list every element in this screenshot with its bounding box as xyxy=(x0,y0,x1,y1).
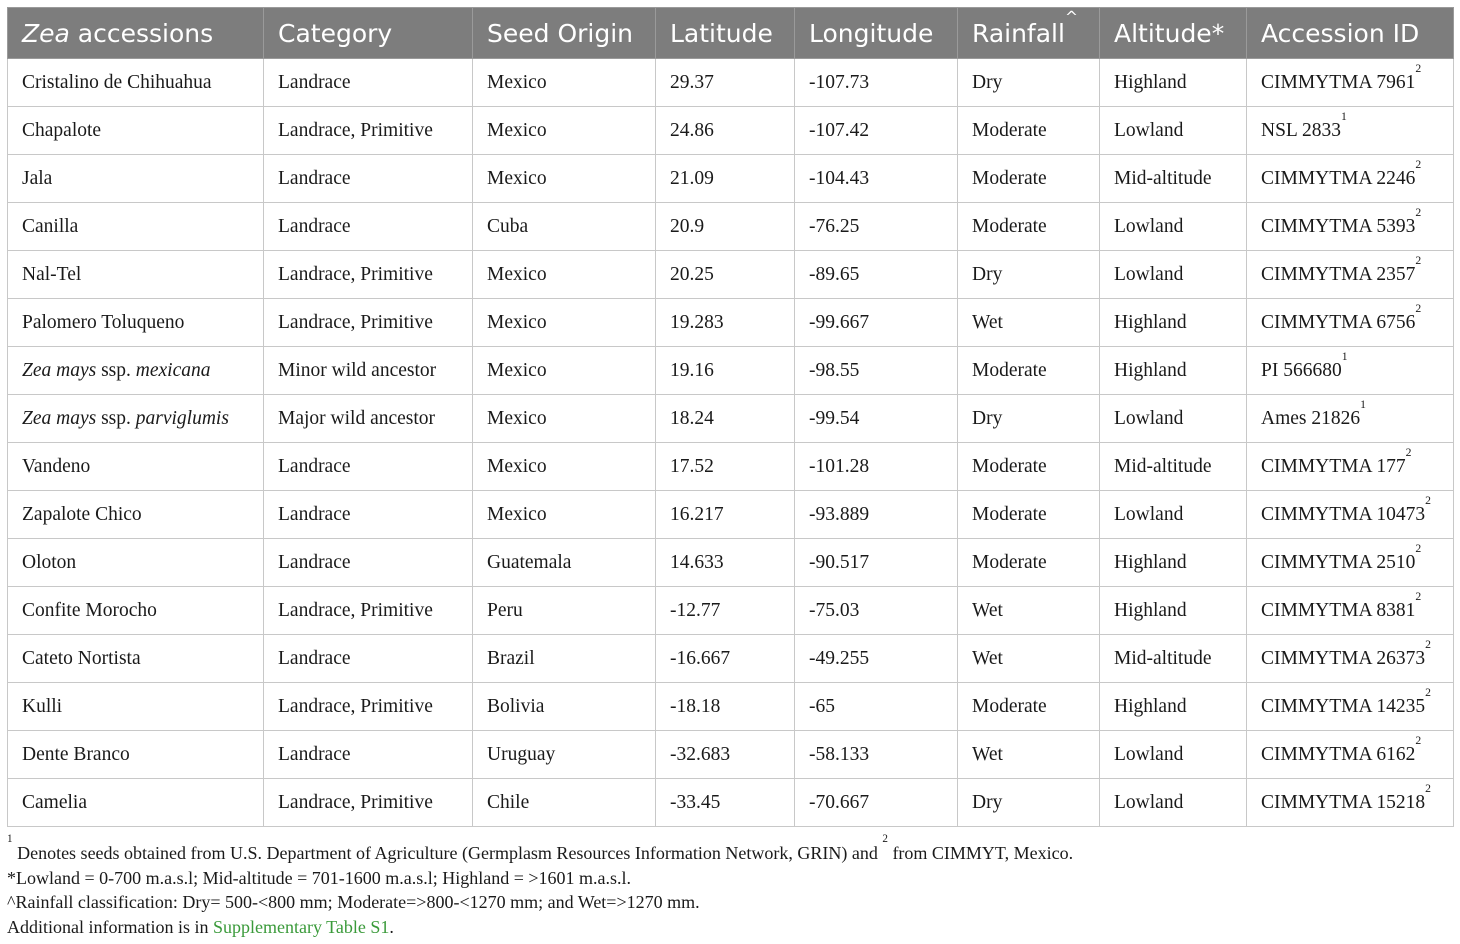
header-category: Category xyxy=(264,8,473,59)
cell-rainfall: Moderate xyxy=(958,347,1100,395)
table-row xyxy=(8,587,1454,635)
table-row xyxy=(8,635,1454,683)
cell-altitude: Highland xyxy=(1100,299,1247,347)
cell-accession-name: Chapalote xyxy=(8,107,264,155)
cell-accession-name: Cristalino de Chihuahua xyxy=(8,59,264,107)
cell-rainfall: Moderate xyxy=(958,491,1100,539)
footnote-sources: $^1$ Denotes seeds obtained from U.S. Department of Agriculture (Germplasm Resources Information Network, GRIN) and $^2$ from CIMMYT, Mexico. xyxy=(7,832,1074,863)
table-footnotes xyxy=(7,832,1447,939)
cell-longitude: -104.43 xyxy=(795,155,958,203)
table-header-row xyxy=(8,8,1454,59)
cell-category: Landrace xyxy=(264,203,473,251)
cell-altitude: Lowland xyxy=(1100,779,1247,827)
cell-seed-origin: Mexico xyxy=(473,251,656,299)
cell-accession-id: PI 566680$^1$ xyxy=(1247,347,1454,395)
table-row xyxy=(8,107,1454,155)
cell-rainfall: Wet xyxy=(958,731,1100,779)
cell-latitude: 19.16 xyxy=(656,347,795,395)
cell-altitude: Lowland xyxy=(1100,107,1247,155)
table-row xyxy=(8,779,1454,827)
cell-longitude: -101.28 xyxy=(795,443,958,491)
cell-seed-origin: Mexico xyxy=(473,491,656,539)
cell-seed-origin: Cuba xyxy=(473,203,656,251)
cell-rainfall: Wet xyxy=(958,635,1100,683)
cell-rainfall: Dry xyxy=(958,59,1100,107)
cell-latitude: 24.86 xyxy=(656,107,795,155)
cell-rainfall: Dry xyxy=(958,395,1100,443)
cell-altitude: Lowland xyxy=(1100,203,1247,251)
cell-accession-id: CIMMYTMA 10473$^2$ xyxy=(1247,491,1454,539)
cell-rainfall: Moderate xyxy=(958,155,1100,203)
cell-seed-origin: Peru xyxy=(473,587,656,635)
cell-altitude: Highland xyxy=(1100,587,1247,635)
cell-accession-id: CIMMYTMA $177^2$ xyxy=(1247,443,1454,491)
cell-category: Landrace xyxy=(264,539,473,587)
header-altitude: Altitude* xyxy=(1100,8,1247,59)
cell-longitude: -76.25 xyxy=(795,203,958,251)
cell-category: Minor wild ancestor xyxy=(264,347,473,395)
cell-category: Landrace xyxy=(264,491,473,539)
cell-accession-id: CIMMYTMA 6756$^2$ xyxy=(1247,299,1454,347)
cell-seed-origin: Bolivia xyxy=(473,683,656,731)
cell-latitude: 21.09 xyxy=(656,155,795,203)
cell-seed-origin: Mexico xyxy=(473,299,656,347)
cell-accession-id: Ames 21826$^1$ xyxy=(1247,395,1454,443)
cell-longitude: -93.889 xyxy=(795,491,958,539)
footnote-additional-info: Additional information is in Supplementary Table S1. xyxy=(7,916,394,937)
cell-accession-name: Cateto Nortista xyxy=(8,635,264,683)
header-longitude: Longitude xyxy=(795,8,958,59)
cell-accession-id: CIMMYTMA 2357$^2$ xyxy=(1247,251,1454,299)
header-accession-id: Accession ID xyxy=(1247,8,1454,59)
cell-category: Landrace, Primitive xyxy=(264,299,473,347)
table-row xyxy=(8,395,1454,443)
cell-latitude: -18.18 xyxy=(656,683,795,731)
cell-altitude: Lowland xyxy=(1100,395,1247,443)
cell-longitude: -75.03 xyxy=(795,587,958,635)
cell-accession-name: Vandeno xyxy=(8,443,264,491)
cell-accession-name: Palomero Toluqueno xyxy=(8,299,264,347)
cell-accession-name: Camelia xyxy=(8,779,264,827)
cell-seed-origin: Mexico xyxy=(473,443,656,491)
cell-category: Major wild ancestor xyxy=(264,395,473,443)
table-row xyxy=(8,683,1454,731)
cell-latitude: -32.683 xyxy=(656,731,795,779)
cell-altitude: Mid-altitude xyxy=(1100,155,1247,203)
cell-accession-id: CIMMYTMA 15218$^2$ xyxy=(1247,779,1454,827)
table-body xyxy=(8,59,1454,827)
cell-altitude: Mid-altitude xyxy=(1100,443,1247,491)
cell-seed-origin: Mexico xyxy=(473,347,656,395)
cell-altitude: Mid-altitude xyxy=(1100,635,1247,683)
cell-latitude: 14.633 xyxy=(656,539,795,587)
cell-rainfall: Dry xyxy=(958,251,1100,299)
header-rainfall: Rainfall^ xyxy=(958,8,1100,59)
table-row xyxy=(8,203,1454,251)
cell-rainfall: Moderate xyxy=(958,203,1100,251)
cell-accession-id: CIMMYTMA 2246$^2$ xyxy=(1247,155,1454,203)
table-row xyxy=(8,251,1454,299)
cell-category: Landrace, Primitive xyxy=(264,587,473,635)
cell-seed-origin: Mexico xyxy=(473,395,656,443)
table-row xyxy=(8,443,1454,491)
table-row xyxy=(8,539,1454,587)
cell-accession-name: Canilla xyxy=(8,203,264,251)
cell-seed-origin: Uruguay xyxy=(473,731,656,779)
cell-altitude: Highland xyxy=(1100,539,1247,587)
cell-seed-origin: Chile xyxy=(473,779,656,827)
cell-category: Landrace, Primitive xyxy=(264,107,473,155)
cell-rainfall: Dry xyxy=(958,779,1100,827)
cell-longitude: -98.55 xyxy=(795,347,958,395)
cell-latitude: 20.25 xyxy=(656,251,795,299)
cell-latitude: 20.9 xyxy=(656,203,795,251)
cell-rainfall: Moderate xyxy=(958,443,1100,491)
cell-latitude: 29.37 xyxy=(656,59,795,107)
cell-rainfall: Moderate xyxy=(958,683,1100,731)
cell-accession-name: Oloton xyxy=(8,539,264,587)
cell-altitude: Lowland xyxy=(1100,491,1247,539)
table-row xyxy=(8,59,1454,107)
cell-altitude: Highland xyxy=(1100,347,1247,395)
table-row xyxy=(8,155,1454,203)
cell-accession-id: CIMMYTMA 6162$^2$ xyxy=(1247,731,1454,779)
cell-longitude: -90.517 xyxy=(795,539,958,587)
footnote-altitude: *Lowland = 0-700 m.a.s.l; Mid-altitude = 701-1600 m.a.s.l; Highland = >1601 m.a.s.l. xyxy=(7,867,632,888)
cell-seed-origin: Mexico xyxy=(473,107,656,155)
cell-accession-id: CIMMYTMA 2510$^2$ xyxy=(1247,539,1454,587)
header-latitude: Latitude xyxy=(656,8,795,59)
cell-category: Landrace xyxy=(264,731,473,779)
table-row xyxy=(8,731,1454,779)
cell-longitude: -107.42 xyxy=(795,107,958,155)
cell-seed-origin: Mexico xyxy=(473,155,656,203)
cell-category: Landrace xyxy=(264,443,473,491)
cell-seed-origin: Brazil xyxy=(473,635,656,683)
cell-accession-name: Jala xyxy=(8,155,264,203)
cell-latitude: 16.217 xyxy=(656,491,795,539)
cell-longitude: -70.667 xyxy=(795,779,958,827)
cell-seed-origin: Mexico xyxy=(473,59,656,107)
cell-seed-origin: Guatemala xyxy=(473,539,656,587)
cell-latitude: -33.45 xyxy=(656,779,795,827)
cell-accession-id: CIMMYTMA 26373$^2$ xyxy=(1247,635,1454,683)
cell-accession-name: Kulli xyxy=(8,683,264,731)
cell-category: Landrace, Primitive xyxy=(264,683,473,731)
cell-category: Landrace xyxy=(264,635,473,683)
cell-accession-id: NSL 2833$^1$ xyxy=(1247,107,1454,155)
cell-accession-name: Dente Branco xyxy=(8,731,264,779)
cell-accession-name: Zea mays ssp. mexicana xyxy=(8,347,264,395)
cell-accession-name: Zea mays ssp. parviglumis xyxy=(8,395,264,443)
cell-longitude: -49.255 xyxy=(795,635,958,683)
table-row xyxy=(8,491,1454,539)
accessions-table xyxy=(7,7,1454,827)
cell-rainfall: Wet xyxy=(958,299,1100,347)
header-accessions: Zea accessions xyxy=(8,8,264,59)
cell-category: Landrace xyxy=(264,59,473,107)
cell-rainfall: Moderate xyxy=(958,107,1100,155)
cell-altitude: Lowland xyxy=(1100,251,1247,299)
cell-accession-id: CIMMYTMA 5393$^2$ xyxy=(1247,203,1454,251)
table-row xyxy=(8,299,1454,347)
supplementary-table-link[interactable]: Supplementary Table S1 xyxy=(212,916,390,937)
cell-latitude: 18.24 xyxy=(656,395,795,443)
cell-altitude: Highland xyxy=(1100,683,1247,731)
cell-category: Landrace, Primitive xyxy=(264,779,473,827)
cell-altitude: Lowland xyxy=(1100,731,1247,779)
cell-longitude: -89.65 xyxy=(795,251,958,299)
cell-latitude: 19.283 xyxy=(656,299,795,347)
cell-altitude: Highland xyxy=(1100,59,1247,107)
cell-longitude: -65 xyxy=(795,683,958,731)
cell-rainfall: Wet xyxy=(958,587,1100,635)
footnote-rainfall: ^Rainfall classification: Dry= 500-<800 mm; Moderate=>800-<1270 mm; and Wet=>1270 mm. xyxy=(7,892,700,912)
cell-accession-name: Nal-Tel xyxy=(8,251,264,299)
cell-longitude: -58.133 xyxy=(795,731,958,779)
cell-latitude: -12.77 xyxy=(656,587,795,635)
cell-longitude: -99.667 xyxy=(795,299,958,347)
cell-accession-id: CIMMYTMA 8381$^2$ xyxy=(1247,587,1454,635)
table-row xyxy=(8,347,1454,395)
cell-accession-name: Confite Morocho xyxy=(8,587,264,635)
cell-category: Landrace, Primitive xyxy=(264,251,473,299)
header-seed-origin: Seed Origin xyxy=(473,8,656,59)
cell-rainfall: Moderate xyxy=(958,539,1100,587)
cell-accession-id: CIMMYTMA 7961$^2$ xyxy=(1247,59,1454,107)
cell-accession-name: Zapalote Chico xyxy=(8,491,264,539)
cell-latitude: -16.667 xyxy=(656,635,795,683)
cell-latitude: 17.52 xyxy=(656,443,795,491)
cell-category: Landrace xyxy=(264,155,473,203)
cell-longitude: -107.73 xyxy=(795,59,958,107)
cell-accession-id: CIMMYTMA 14235$^2$ xyxy=(1247,683,1454,731)
cell-longitude: -99.54 xyxy=(795,395,958,443)
